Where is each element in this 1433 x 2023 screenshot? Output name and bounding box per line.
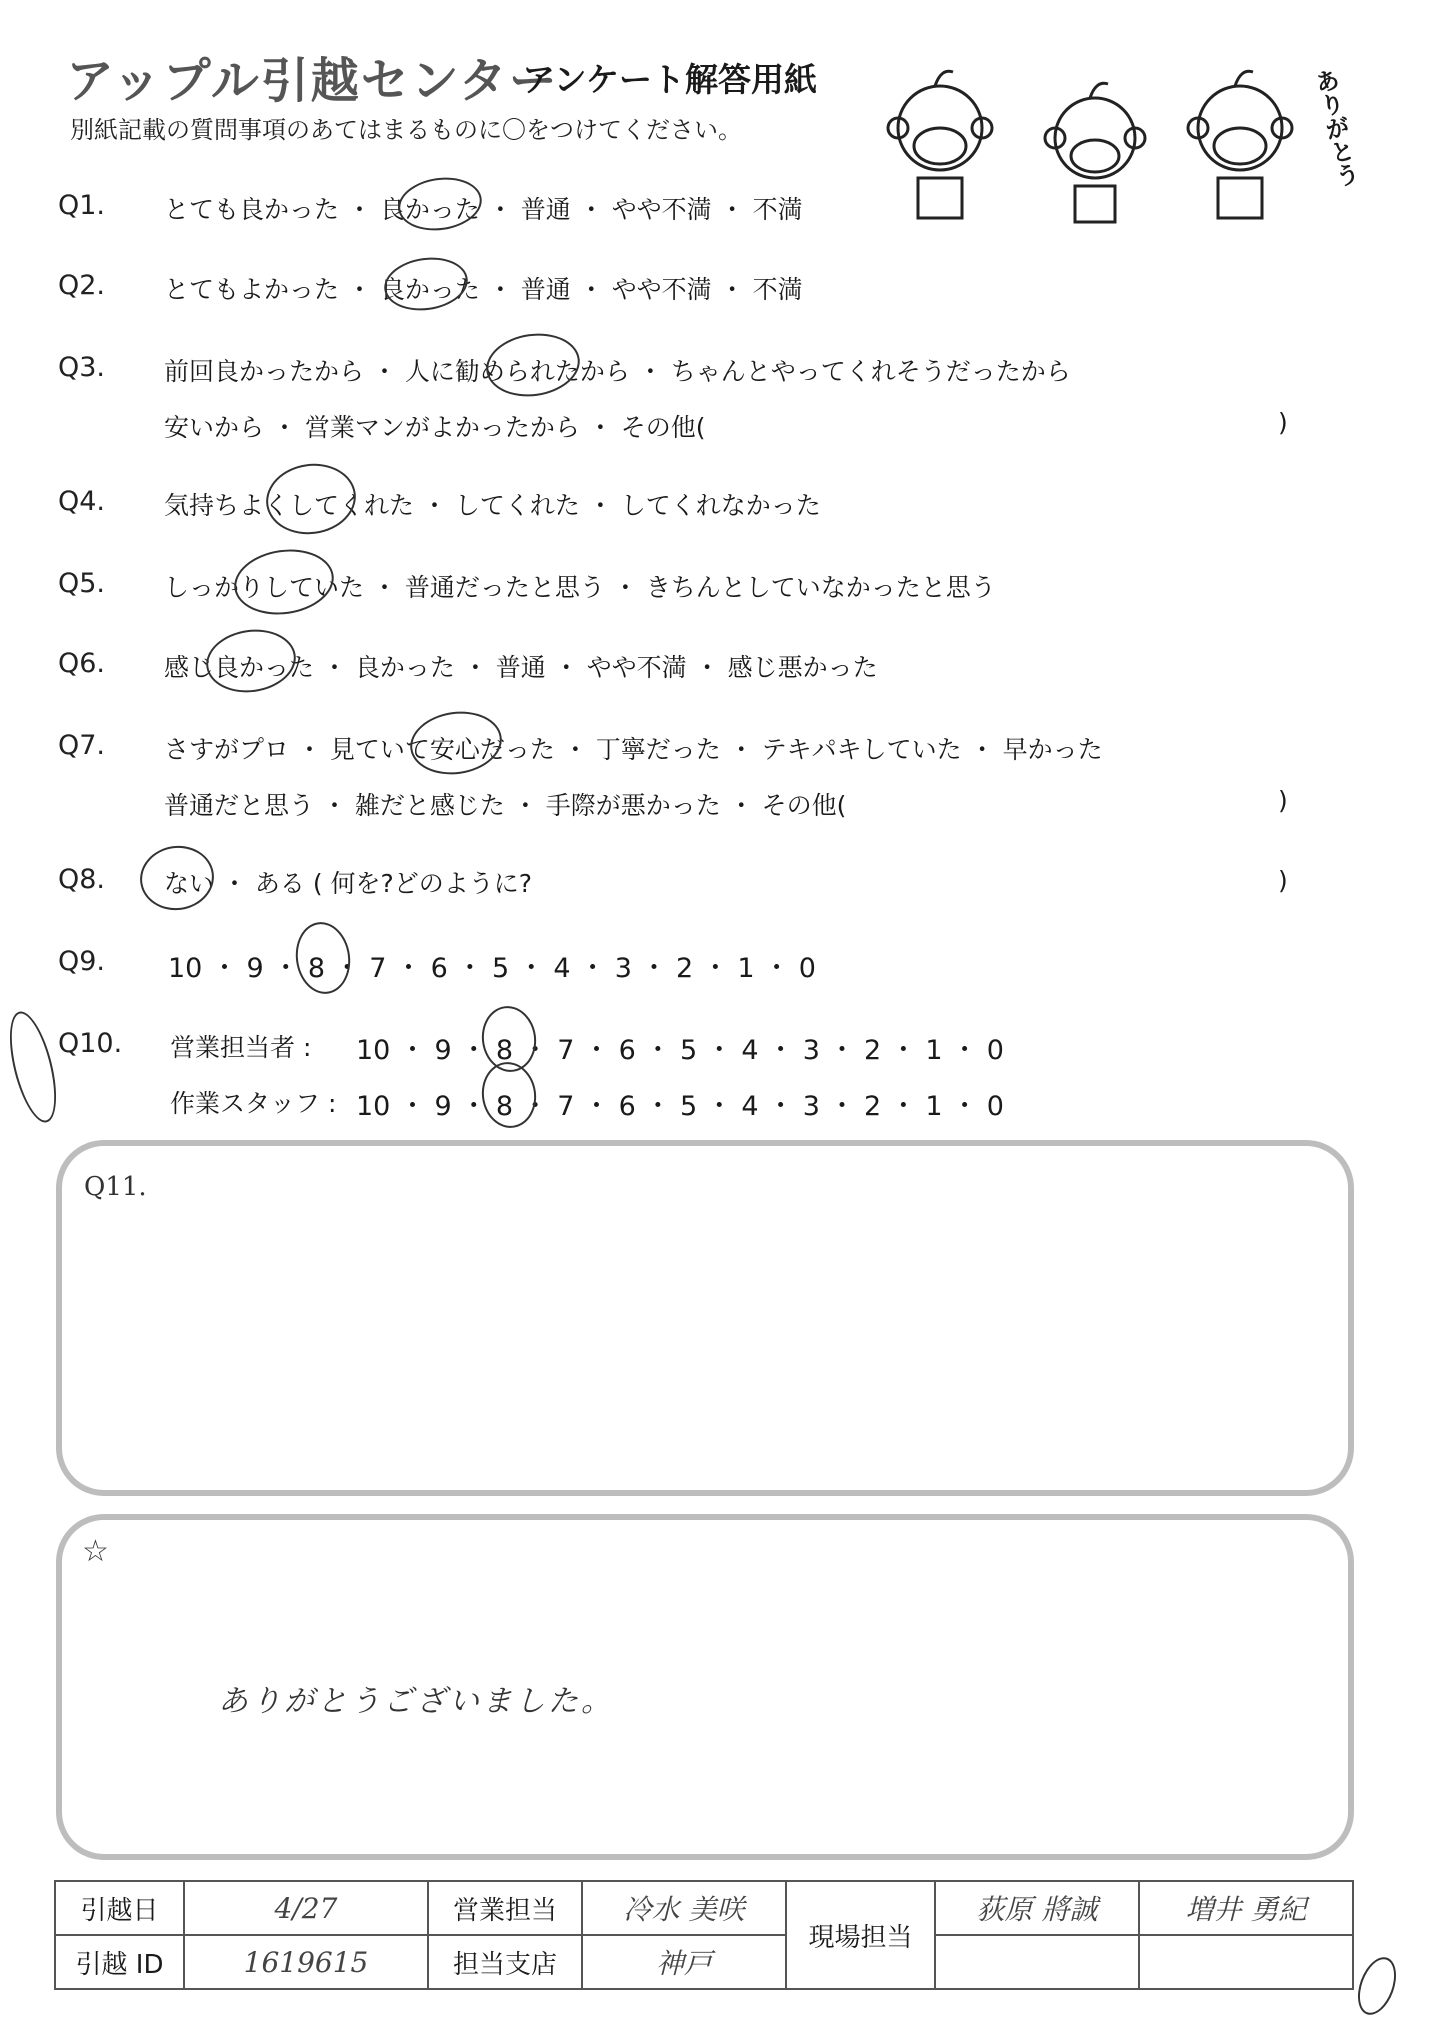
scale-separator: ・: [202, 953, 247, 984]
question-options: 前回良かったから ・ 人に勧められたから ・ ちゃんとやってくれそうだったから: [164, 357, 1071, 386]
instruction-text: 別紙記載の質問事項のあてはまるものに〇をつけてください。: [70, 116, 742, 144]
form-title: アンケート解答用紙: [522, 60, 818, 99]
question-label: Q2.: [58, 270, 106, 301]
scale-separator: ・: [325, 953, 370, 984]
site-staff-empty-cell: [935, 1935, 1139, 1989]
site-staff-empty-cell: [1139, 1935, 1353, 1989]
scale-value[interactable]: 1: [925, 1035, 943, 1066]
site-staff-1: 荻原 將誠: [935, 1881, 1139, 1935]
answer-circle-mark: [262, 458, 361, 540]
scale-value[interactable]: 1: [925, 1091, 943, 1122]
scale-separator: ・: [574, 1035, 619, 1066]
scale-value[interactable]: 3: [802, 1091, 820, 1122]
move-date-label: 引越日: [55, 1881, 184, 1935]
scale-separator: ・: [758, 1091, 803, 1122]
sales-label: 営業担当: [428, 1881, 582, 1935]
scale-separator: ・: [390, 1035, 435, 1066]
scale-value[interactable]: 9: [434, 1091, 452, 1122]
scale-value[interactable]: 6: [430, 953, 448, 984]
q10-handwritten-mark: [1, 1007, 65, 1127]
answer-circle-mark: [136, 841, 218, 915]
question-options: 感じ良かった ・ 良かった ・ 普通 ・ やや不満 ・ 感じ悪かった: [164, 653, 878, 682]
scale-value[interactable]: 4: [553, 953, 571, 984]
scale-value[interactable]: 5: [491, 953, 510, 984]
question-options: とてもよかった ・ 良かった ・ 普通 ・ やや不満 ・ 不満: [164, 275, 803, 304]
question-label: Q10.: [58, 1028, 123, 1059]
scale-separator: ・: [635, 1035, 680, 1066]
sales-rating-scale: [356, 1028, 1004, 1067]
staff-rating-label: 作業スタッフ :: [170, 1089, 337, 1118]
answer-circle-mark: [230, 543, 338, 620]
sales-rating-label: 営業担当者 :: [170, 1033, 312, 1062]
scale-value[interactable]: 8: [307, 953, 326, 984]
question-options: さすがプロ ・ 見ていて安心だった ・ 丁寧だった ・ テキパキしていた ・ 早かった: [164, 735, 1103, 764]
scale-value[interactable]: 6: [618, 1091, 636, 1122]
move-id-label: 引越 ID: [55, 1935, 184, 1989]
scale-value[interactable]: 10: [356, 1035, 391, 1066]
scale-value[interactable]: 7: [369, 953, 387, 984]
site-staff-2: 増井 勇紀: [1139, 1881, 1353, 1935]
scale-separator: ・: [386, 953, 431, 984]
question-label: Q4.: [58, 486, 106, 517]
scale-separator: ・: [451, 1035, 496, 1066]
scale-value[interactable]: 3: [614, 953, 632, 984]
scale-separator: ・: [635, 1091, 680, 1122]
question-label: Q3.: [58, 352, 106, 383]
close-paren: ): [1278, 866, 1288, 895]
question-label: Q8.: [58, 864, 106, 895]
scale-value[interactable]: 3: [802, 1035, 820, 1066]
scale-value[interactable]: 9: [434, 1035, 452, 1066]
scale-value[interactable]: 2: [864, 1035, 882, 1066]
scale-separator: ・: [570, 953, 615, 984]
scale-separator: ・: [693, 953, 738, 984]
scale-value[interactable]: 10: [168, 953, 203, 984]
scale-value[interactable]: 2: [864, 1091, 882, 1122]
handwritten-corner-mark: [1351, 1952, 1403, 2020]
scale-separator: ・: [754, 953, 799, 984]
branch-label: 担当支店: [428, 1935, 582, 1989]
scale-value[interactable]: 8: [495, 1035, 514, 1066]
scale-separator: ・: [881, 1035, 926, 1066]
scale-separator: ・: [451, 1091, 496, 1122]
sales-person-value: 冷水 美咲: [582, 1881, 786, 1935]
question-label: Q7.: [58, 730, 106, 761]
scale-separator: ・: [513, 1035, 558, 1066]
mascot-caption: ありがとう: [1308, 66, 1362, 190]
question-options-line2: 安いから ・ 営業マンがよかったから ・ その他(: [164, 413, 706, 442]
move-date-value: 4/27: [184, 1881, 428, 1935]
scale-value[interactable]: 1: [737, 953, 755, 984]
scale-value[interactable]: 0: [986, 1091, 1004, 1122]
question-options: とても良かった ・ 良かった ・ 普通 ・ やや不満 ・ 不満: [164, 195, 803, 224]
answer-circle-mark: [291, 919, 354, 998]
scale-separator: ・: [509, 953, 554, 984]
scale-value[interactable]: 0: [986, 1035, 1004, 1066]
scale-value[interactable]: 7: [557, 1091, 575, 1122]
staff-rating-scale: [356, 1084, 1004, 1123]
scale-value[interactable]: 9: [246, 953, 264, 984]
question-options-line2: 普通だと思う ・ 雑だと感じた ・ 手際が悪かった ・ その他(: [164, 791, 847, 820]
answer-circle-mark: [202, 624, 300, 698]
question-options: しっかりしていた ・ 普通だったと思う ・ きちんとしていなかったと思う: [164, 573, 996, 602]
q11-label: Q11.: [84, 1172, 147, 1202]
company-title: アップル引越センター: [66, 53, 559, 109]
scale-separator: ・: [942, 1091, 987, 1122]
monkey-icon: [1188, 71, 1292, 218]
monkey-icon: [888, 71, 992, 218]
scale-separator: ・: [697, 1035, 742, 1066]
scale-separator: ・: [447, 953, 492, 984]
answer-circle-mark: [395, 172, 485, 235]
move-id-value: 1619615: [184, 1935, 428, 1989]
branch-value: 神戸: [582, 1935, 786, 1989]
star-icon: ☆: [82, 1534, 109, 1569]
close-paren: ): [1278, 408, 1288, 437]
scale-value[interactable]: 4: [741, 1091, 759, 1122]
scale-separator: ・: [574, 1091, 619, 1122]
scale-value[interactable]: 5: [679, 1091, 698, 1122]
move-details-table: [54, 1880, 1354, 1990]
question-label: Q5.: [58, 568, 106, 599]
answer-circle-mark: [482, 328, 584, 402]
scale-separator: ・: [881, 1091, 926, 1122]
scale-value[interactable]: 7: [557, 1035, 575, 1066]
site-staff-label: 現場担当: [786, 1881, 935, 1989]
monkey-mascots-illustration: [880, 58, 1350, 238]
monkey-icon: [1045, 83, 1145, 222]
answer-circle-mark: [381, 252, 471, 315]
scale-separator: ・: [758, 1035, 803, 1066]
scale-value[interactable]: 4: [741, 1035, 759, 1066]
question-options: 気持ちよくしてくれた ・ してくれた ・ してくれなかった: [164, 491, 821, 520]
scale-value[interactable]: 5: [679, 1035, 698, 1066]
close-paren: ): [1278, 786, 1288, 815]
q11-answer-box: [56, 1140, 1354, 1496]
rating-scale: [168, 946, 816, 985]
scale-value[interactable]: 2: [676, 953, 694, 984]
scale-separator: ・: [697, 1091, 742, 1122]
scale-value[interactable]: 8: [495, 1091, 514, 1122]
scale-separator: ・: [513, 1091, 558, 1122]
question-label: Q9.: [58, 946, 106, 977]
scale-separator: ・: [631, 953, 677, 984]
question-label: Q1.: [58, 190, 106, 221]
scale-separator: ・: [263, 953, 308, 984]
scale-separator: ・: [819, 1035, 865, 1066]
answer-circle-mark: [406, 706, 506, 780]
scale-separator: ・: [390, 1091, 435, 1122]
question-options: ない ・ ある ( 何を?どのように?: [164, 869, 533, 898]
scale-separator: ・: [942, 1035, 987, 1066]
scale-value[interactable]: 10: [356, 1091, 391, 1122]
question-label: Q6.: [58, 648, 106, 679]
scale-value[interactable]: 0: [798, 953, 816, 984]
scale-value[interactable]: 6: [618, 1035, 636, 1066]
scale-separator: ・: [819, 1091, 865, 1122]
handwritten-comment: ありがとうございました。: [218, 1684, 614, 1719]
